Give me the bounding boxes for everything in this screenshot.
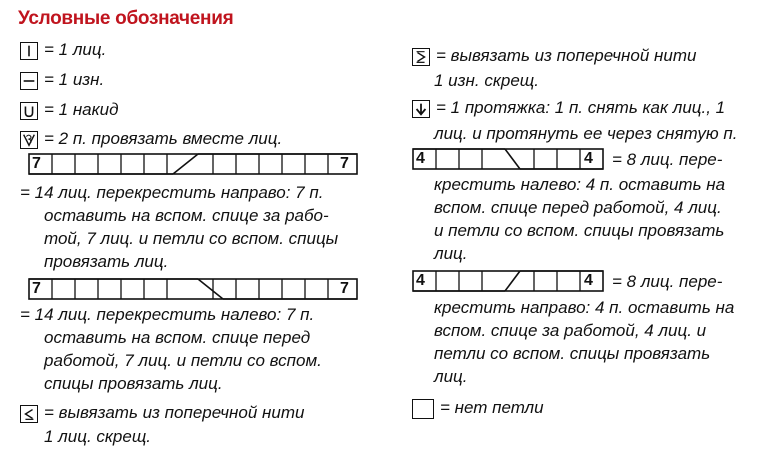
cable-right-8-line-4: лиц. xyxy=(434,367,468,386)
yarn-over-icon xyxy=(20,102,38,120)
cable-right-8-right-num: 4 xyxy=(584,272,593,289)
cable-left-14-right-num: 7 xyxy=(340,280,349,297)
slip-pass-line-1: = 1 протяжка: 1 п. снять как лиц., 1 xyxy=(436,98,726,117)
purl-text: = 1 изн. xyxy=(44,70,105,89)
cable-left-8-icon xyxy=(412,148,604,170)
cable-left-8-line-3: и петли со вспом. спицы провязать xyxy=(434,221,725,240)
cable-right-14-line-4: провязать лиц. xyxy=(44,252,169,271)
knit-text: = 1 лиц. xyxy=(44,40,107,59)
m1-purl-line-2: 1 изн. скрещ. xyxy=(434,71,539,90)
slip-pass-line-2: лиц. и протянуть ее через снятую п. xyxy=(434,124,738,143)
m1-knit-icon xyxy=(20,405,38,423)
cable-right-8-line-2: вспом. спице за работой, 4 лиц. и xyxy=(434,321,707,340)
cable-left-14-line-2: оставить на вспом. спице перед xyxy=(44,328,311,347)
knit-entry xyxy=(20,38,106,62)
cable-left-8-right-num: 4 xyxy=(584,150,593,167)
slip-pass-entry xyxy=(412,96,725,120)
cable-right-14-icon xyxy=(28,153,358,175)
cable-left-8-first: = 8 лиц. пере- xyxy=(612,150,723,169)
cable-left-14-line-4: спицы провязать лиц. xyxy=(44,374,223,393)
cable-right-14-line-1: = 14 лиц. перекрестить направо: 7 п. xyxy=(20,183,324,202)
k2tog-icon xyxy=(20,131,38,149)
m1-purl-icon xyxy=(412,48,430,66)
no-stitch-text: = нет петли xyxy=(440,398,544,417)
cable-left-14-line-3: работой, 7 лиц. и петли со вспом. xyxy=(44,351,322,370)
cable-left-8-line-2: вспом. спице перед работой, 4 лиц. xyxy=(434,198,722,217)
m1-knit-line-2: 1 лиц. скрещ. xyxy=(44,427,152,446)
m1-purl-line-1: = вывязать из поперечной нити xyxy=(436,46,697,65)
cable-right-8-left-num: 4 xyxy=(416,272,425,289)
cable-left-14-left-num: 7 xyxy=(32,280,41,297)
cable-right-8-icon xyxy=(412,270,604,292)
no-stitch-entry xyxy=(412,396,544,420)
yarn-over-entry xyxy=(20,98,119,122)
cable-right-14-right-num: 7 xyxy=(340,155,349,172)
cable-left-8-line-1: крестить налево: 4 п. оставить на xyxy=(434,175,726,194)
legend-title: Условные обозначения xyxy=(18,8,234,29)
knit-icon xyxy=(20,42,38,60)
cable-right-14-line-3: той, 7 лиц. и петли со вспом. спицы xyxy=(44,229,339,248)
cable-right-8-first: = 8 лиц. пере- xyxy=(612,272,723,291)
purl-icon xyxy=(20,72,38,90)
m1-knit-line-1: = вывязать из поперечной нити xyxy=(44,403,305,422)
m1-knit-entry xyxy=(20,401,304,425)
m1-purl-entry xyxy=(412,44,696,68)
cable-right-14-line-2: оставить на вспом. спице за рабо- xyxy=(44,206,329,225)
cable-left-8-line-4: лиц. xyxy=(434,244,468,263)
empty-square-icon xyxy=(412,399,434,419)
cable-right-8-line-3: петли со вспом. спицы провязать xyxy=(434,344,711,363)
purl-entry xyxy=(20,68,104,92)
k2tog-entry xyxy=(20,127,282,151)
cable-left-8-left-num: 4 xyxy=(416,150,425,167)
cable-left-14-icon xyxy=(28,278,358,300)
yarn-over-text: = 1 накид xyxy=(44,100,119,119)
cable-right-14-left-num: 7 xyxy=(32,155,41,172)
cable-right-8-line-1: крестить направо: 4 п. оставить на xyxy=(434,298,735,317)
cable-left-14-line-1: = 14 лиц. перекрестить налево: 7 п. xyxy=(20,305,315,324)
k2tog-text: = 2 п. провязать вместе лиц. xyxy=(44,129,283,148)
arrow-down-icon xyxy=(412,100,430,118)
